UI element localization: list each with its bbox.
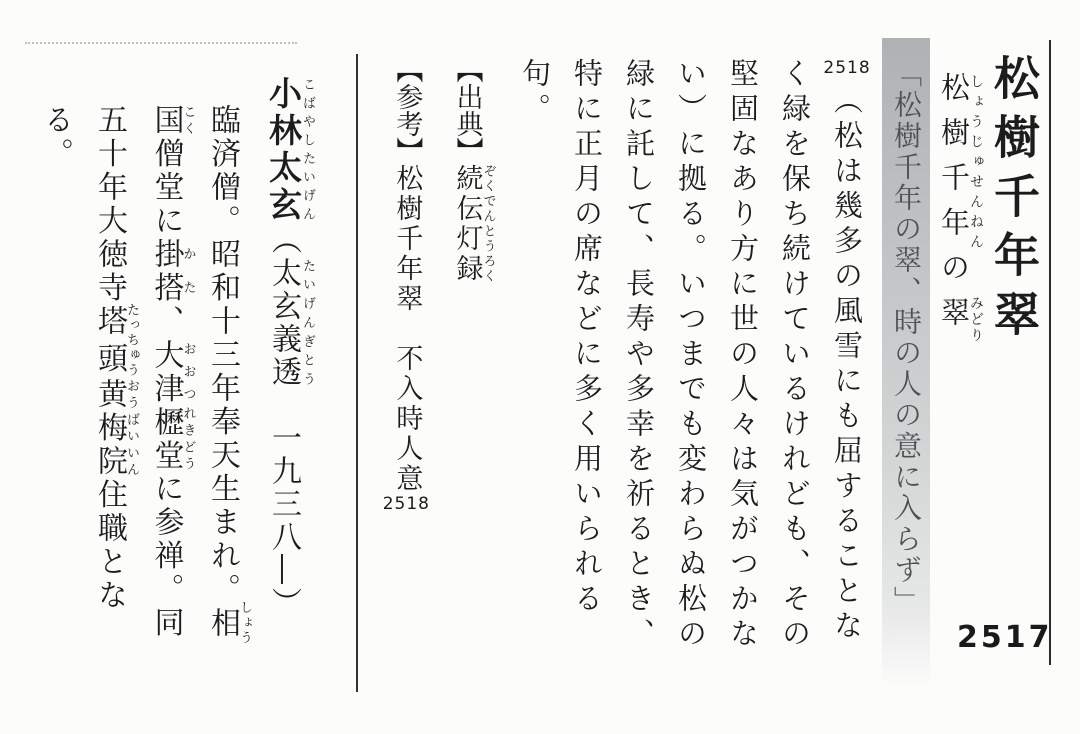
source-furigana-group <box>451 164 496 284</box>
bio-furigana-group <box>92 378 139 479</box>
definition-column: 緑に託して、長寿や多幸を祈るとき、 <box>622 58 656 653</box>
furigana: こばやしたいげん <box>300 76 315 224</box>
detail-furigana-group <box>266 257 315 389</box>
detail-base: 太玄義透 <box>266 257 301 389</box>
entry-reading-line <box>934 72 983 712</box>
biography-column <box>139 104 196 719</box>
furigana: たっちゅう <box>124 303 139 378</box>
reading-base: 松樹千年 <box>937 72 971 252</box>
furigana: れきどう <box>180 405 196 473</box>
bio-text: 臨済僧。昭和十三年奉天生まれ。 <box>205 104 240 607</box>
person-name <box>264 76 315 224</box>
person-name-detail <box>266 224 315 620</box>
name-furigana-group <box>264 76 315 224</box>
bio-base: 塔頭 <box>92 303 127 378</box>
bio-text: 住職とな <box>92 478 127 613</box>
furigana: しょう <box>237 600 252 646</box>
bio-text: 、 <box>148 305 184 339</box>
definition-column <box>821 58 873 690</box>
page-number: 2517 <box>957 620 1053 655</box>
entry-divider-rule <box>356 54 358 692</box>
furigana: みどり <box>968 295 984 344</box>
biography-column <box>195 104 252 719</box>
reading-base: の <box>937 252 971 297</box>
bio-furigana-group <box>92 303 139 378</box>
right-edge-rule <box>1049 40 1051 665</box>
definition-text: （松は幾多の風雪にも屈することな <box>830 85 864 645</box>
definition-column: 堅固なあり方に世の人々は気がつかな <box>726 58 760 653</box>
cross-reference-number: 2518 <box>823 58 871 78</box>
name-base: 小林太玄 <box>264 76 303 224</box>
bio-base: 大津 <box>148 338 184 406</box>
definition-column: 句。 <box>518 58 552 128</box>
reference-label: 【参考】 <box>391 56 423 164</box>
bio-base: 掛搭 <box>148 238 184 305</box>
detail-text: （ <box>266 224 301 257</box>
furigana: ぞくでんとうろく <box>480 164 496 284</box>
bio-base: 黄梅院 <box>92 378 127 479</box>
biography-column <box>28 104 82 719</box>
reading-furigana-group <box>937 295 984 344</box>
reading-furigana-group <box>937 72 984 252</box>
furigana: こく <box>180 104 196 138</box>
source-section <box>448 56 496 706</box>
definition-body <box>509 58 873 690</box>
bio-furigana-group <box>205 600 252 646</box>
reading-base: 翠 <box>937 295 971 344</box>
bio-base: 国 <box>148 104 184 138</box>
bio-furigana-group <box>148 104 196 138</box>
cross-reference-number: 2518 <box>382 494 430 514</box>
reference-text: 松樹千年翠 不入時人意 <box>391 164 423 494</box>
furigana: たいげんぎとう <box>300 257 315 389</box>
bio-furigana-group <box>148 338 196 406</box>
top-dotted-rule <box>25 42 297 44</box>
bio-base: 相 <box>205 600 240 646</box>
source-label: 【出典】 <box>451 56 483 164</box>
detail-text: 一九三八―） <box>266 389 301 620</box>
definition-column: 特に正月の席などに多く用いられる <box>570 58 604 618</box>
definition-column: く緑を保ち続けているけれども、その <box>778 58 812 653</box>
bio-furigana-group <box>148 238 196 305</box>
biography-column <box>82 104 139 719</box>
bio-text: 五十年大徳寺 <box>92 104 127 305</box>
entry-quote: 「松樹千年の翠、時の人の意に入らず」 <box>890 59 923 617</box>
entry-headword: 松樹千年翠 <box>987 54 1041 349</box>
person-name-column <box>260 76 315 726</box>
definition-column: い）に拠る。いつまでも変わらぬ松の <box>674 58 708 653</box>
quote-highlight-band <box>882 38 930 688</box>
person-biography <box>28 104 252 719</box>
bio-text: る。 <box>38 104 73 171</box>
furigana: おおつ <box>180 338 196 406</box>
source-title: 続伝灯録 <box>451 164 483 284</box>
furigana: しょうじゅせんねん <box>968 72 984 252</box>
bio-text: に参禅。同 <box>148 472 184 640</box>
bio-text: 僧堂に <box>148 137 184 238</box>
bio-furigana-group <box>148 405 196 473</box>
reference-section <box>383 56 430 716</box>
bio-base: 櫪堂 <box>148 405 184 473</box>
furigana: おうばいいん <box>124 378 139 479</box>
furigana: かた <box>180 238 196 305</box>
